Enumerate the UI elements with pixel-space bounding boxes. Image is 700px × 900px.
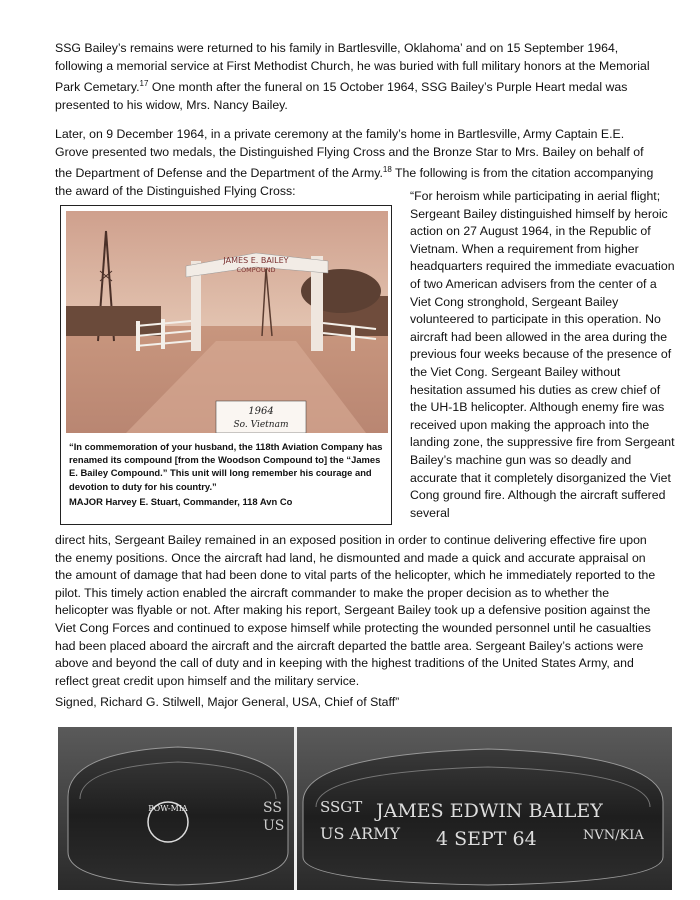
- gate-sign-line1: JAMES E. BAILEY: [223, 256, 289, 265]
- paragraph-medals: Later, on 9 December 1964, in a private ceremony at the family’s home in Bartlesville, Army Captain E.E. Grove presented two medals, the Distinguished Flying Cross and the Bronze Star to Mrs. Bailey on behalf of the Department of Defense and the Department of the Army.$^{18}$ The following is from the citation accompanying the award of the Distinguished Flying Cross:: [55, 127, 654, 198]
- bracelet-rank: SSGT: [320, 798, 363, 816]
- footnote-18: 18: [382, 165, 392, 175]
- compound-photo-figure: [60, 205, 392, 525]
- citation-continued: direct hits, Sergeant Bailey remained in an exposed position in order to continue delivering effective fire upon the enemy positions. Once the aircraft had land, he dismounted and made a quick and accurate appraisal on the amount of damage that had been done to vital parts of the helicopter, which he immediately reported to the pilot. This timely action enabled the aircraft commander to make the proper decision as to whether the helicopter was flyable or not. After making his report, Sergeant Bailey took up a defensive position against the Viet Cong Forces and continued to expose himself while protecting the wounded personnel until he casualties had been placed aboard the aircraft and the aircraft departed the battle area. Sergeant Bailey’s actions were above and beyond the call of duty and in keeping with the highest traditions of the United States Army, and reflect great credit upon himself and the military service.: [55, 533, 656, 688]
- bracelet-image: [58, 727, 672, 890]
- bracelet-date: 4 SEPT 64: [436, 828, 537, 850]
- compound-photo-image: [66, 211, 388, 433]
- citation-side-column: “For heroism while participating in aerial flight; Sergeant Bailey distinguished himself by heroic action on 27 August 1964, in the Republic of Vietnam. When a requirement from higher headquarters required the immediate evacuation of two American advisers from the center of a Viet Cong stronghold, Sergeant Bailey volunteered to participate in this operation. No aircraft had been allowed in the area during the previous four weeks because of the presence of the Viet Cong. Sergeant Bailey without hesitation assumed his duties as crew chief of the UH-1B helicopter. Although enemy fire was received upon making the approach into the landing zone, the suppressive fire from Sergeant Bailey’s machine gun was so deadly and accurate that it completely disorganized the Viet Cong ground fire. Although the aircraft suffered several: [410, 189, 675, 520]
- bracelet-name: JAMES EDWIN BAILEY: [376, 800, 603, 822]
- gate-sign-line2: COMPOUND: [236, 266, 276, 274]
- photo-note-place: So. Vietnam: [233, 420, 289, 430]
- pow-mia-logo: POW-MIA: [148, 804, 188, 813]
- memorial-bracelet-photo: [58, 727, 672, 890]
- footnote-17: 17: [139, 79, 149, 89]
- bracelet-branch: US ARMY: [320, 824, 401, 843]
- bracelet-left-partial-2: US: [263, 818, 285, 834]
- citation-signature: Signed, Richard G. Stilwell, Major General, USA, Chief of Staff”: [55, 695, 400, 709]
- bracelet-left-partial-1: SS: [263, 800, 282, 816]
- compound-photo: [66, 211, 388, 433]
- caption-signature: MAJOR Harvey E. Stuart, Commander, 118 Avn Co: [69, 495, 293, 507]
- paragraph-burial: SSG Bailey’s remains were returned to his family in Bartlesville, Oklahoma’ and on 15 September 1964, following a memorial service at First Methodist Church, he was buried with full military honors at the Memorial Park Cemetary.$^{17}$ One month after the funeral on 15 October 1964, SSG Bailey’s Purple Heart medal was presented to his widow, Mrs. Nancy Bailey.: [55, 41, 650, 112]
- caption-quote: “In commemoration of your husband, the 118th Aviation Company has renamed its compound [from the Woodson Compound to] the “James E. Bailey Compound.” This unit will long remember his courage and devotion to duty for his country.”: [69, 441, 383, 492]
- bracelet-status: NVN/KIA: [583, 828, 644, 843]
- photo-caption: [69, 440, 387, 508]
- photo-note-year: 1964: [248, 406, 274, 417]
